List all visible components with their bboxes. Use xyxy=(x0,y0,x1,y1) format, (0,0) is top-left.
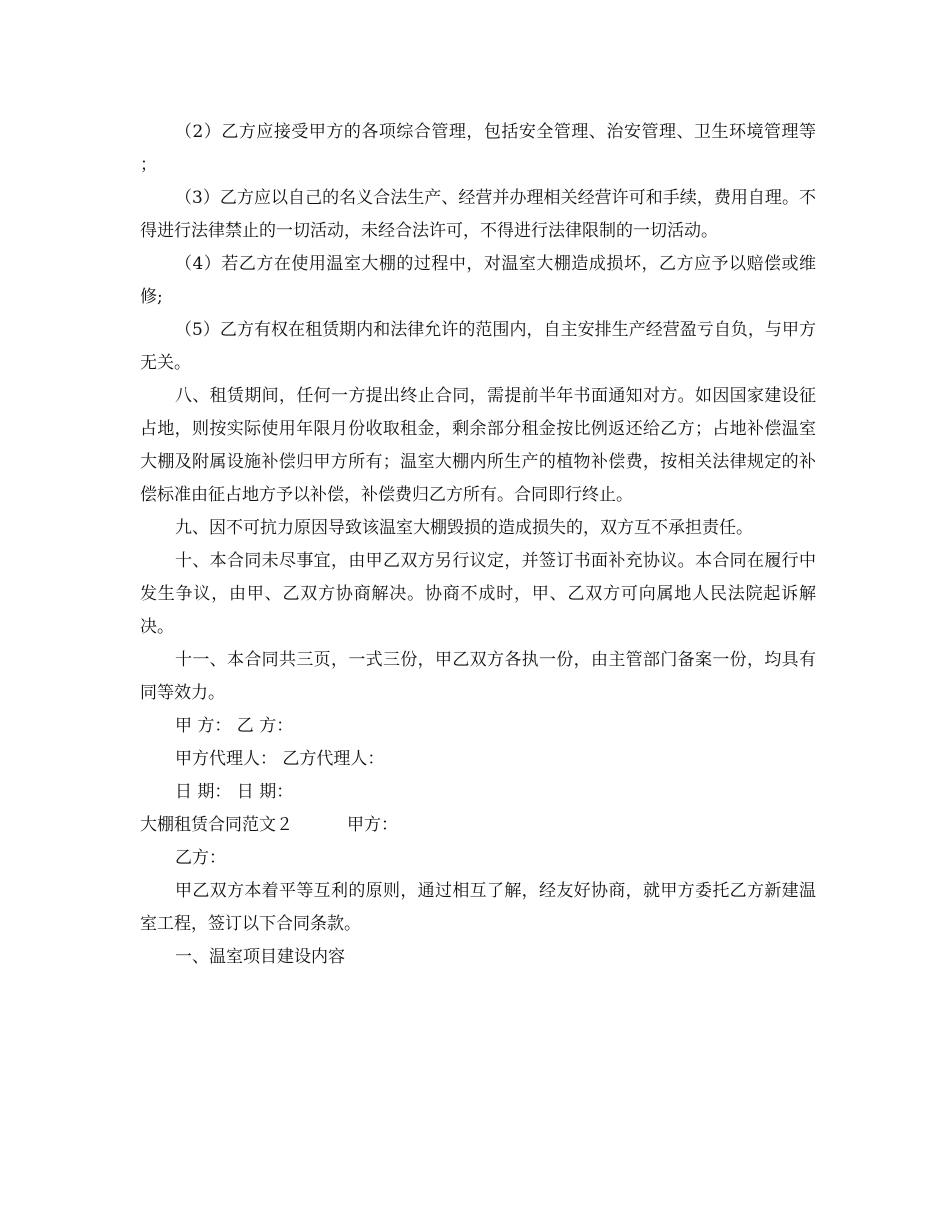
clause-10: 十、本合同未尽事宜，由甲乙双方另行议定，并签订书面补充协议。本合同在履行中发生争议，由甲、乙双方协商解决。协商不成时，甲、乙双方可向属地人民法院起诉解决。 xyxy=(140,551,816,637)
signature-date-line: 日 期： 日 期： xyxy=(175,782,294,802)
document-body xyxy=(140,116,816,974)
second-contract-intro: 甲乙双方本着平等互利的原则，通过相互了解，经友好协商，就甲方委托乙方新建温室工程，签订以下合同条款。 xyxy=(140,881,816,934)
clause-8: 八、租赁期间，任何一方提出终止合同，需提前半年书面通知对方。如因国家建设征占地，则按实际使用年限月份收取租金，剩余部分租金按比例返还给乙方；占地补偿温室大棚及附属设施补偿归甲方所有；温室大棚内所生产的植物补偿费，按相关法律规定的补偿标准由征占地方予以补偿，补偿费归乙方所有。合同即行终止。 xyxy=(140,386,816,505)
second-contract-title-line xyxy=(140,809,816,842)
clause-item-4: （4）若乙方在使用温室大棚的过程中，对温室大棚造成损坏，乙方应予以赔偿或维修; xyxy=(140,254,816,307)
second-contract-party-b: 乙方： xyxy=(175,848,226,868)
clause-11: 十一、本合同共三页，一式三份，甲乙双方各执一份，由主管部门备案一份，均具有同等效力。 xyxy=(140,650,816,703)
second-contract-party-a: 甲方： xyxy=(347,815,398,835)
second-contract-title: 大棚租赁合同范文２ xyxy=(140,815,293,835)
signature-party-line: 甲 方： 乙 方： xyxy=(175,716,294,736)
signature-agent-line: 甲方代理人： 乙方代理人： xyxy=(175,749,385,769)
second-contract-section-1: 一、温室项目建设内容 xyxy=(175,947,345,967)
clause-item-3: （3）乙方应以自己的名义合法生产、经营并办理相关经营许可和手续，费用自理。不得进行法律禁止的一切活动，未经合法许可，不得进行法律限制的一切活动。 xyxy=(140,188,816,241)
clause-item-5: （5）乙方有权在租赁期内和法律允许的范围内，自主安排生产经营盈亏自负，与甲方无关。 xyxy=(140,320,816,373)
clause-9: 九、因不可抗力原因导致该温室大棚毁损的造成损失的，双方互不承担责任。 xyxy=(175,518,753,538)
clause-item-2: （2）乙方应接受甲方的各项综合管理，包括安全管理、治安管理、卫生环境管理等 ； xyxy=(140,122,816,175)
